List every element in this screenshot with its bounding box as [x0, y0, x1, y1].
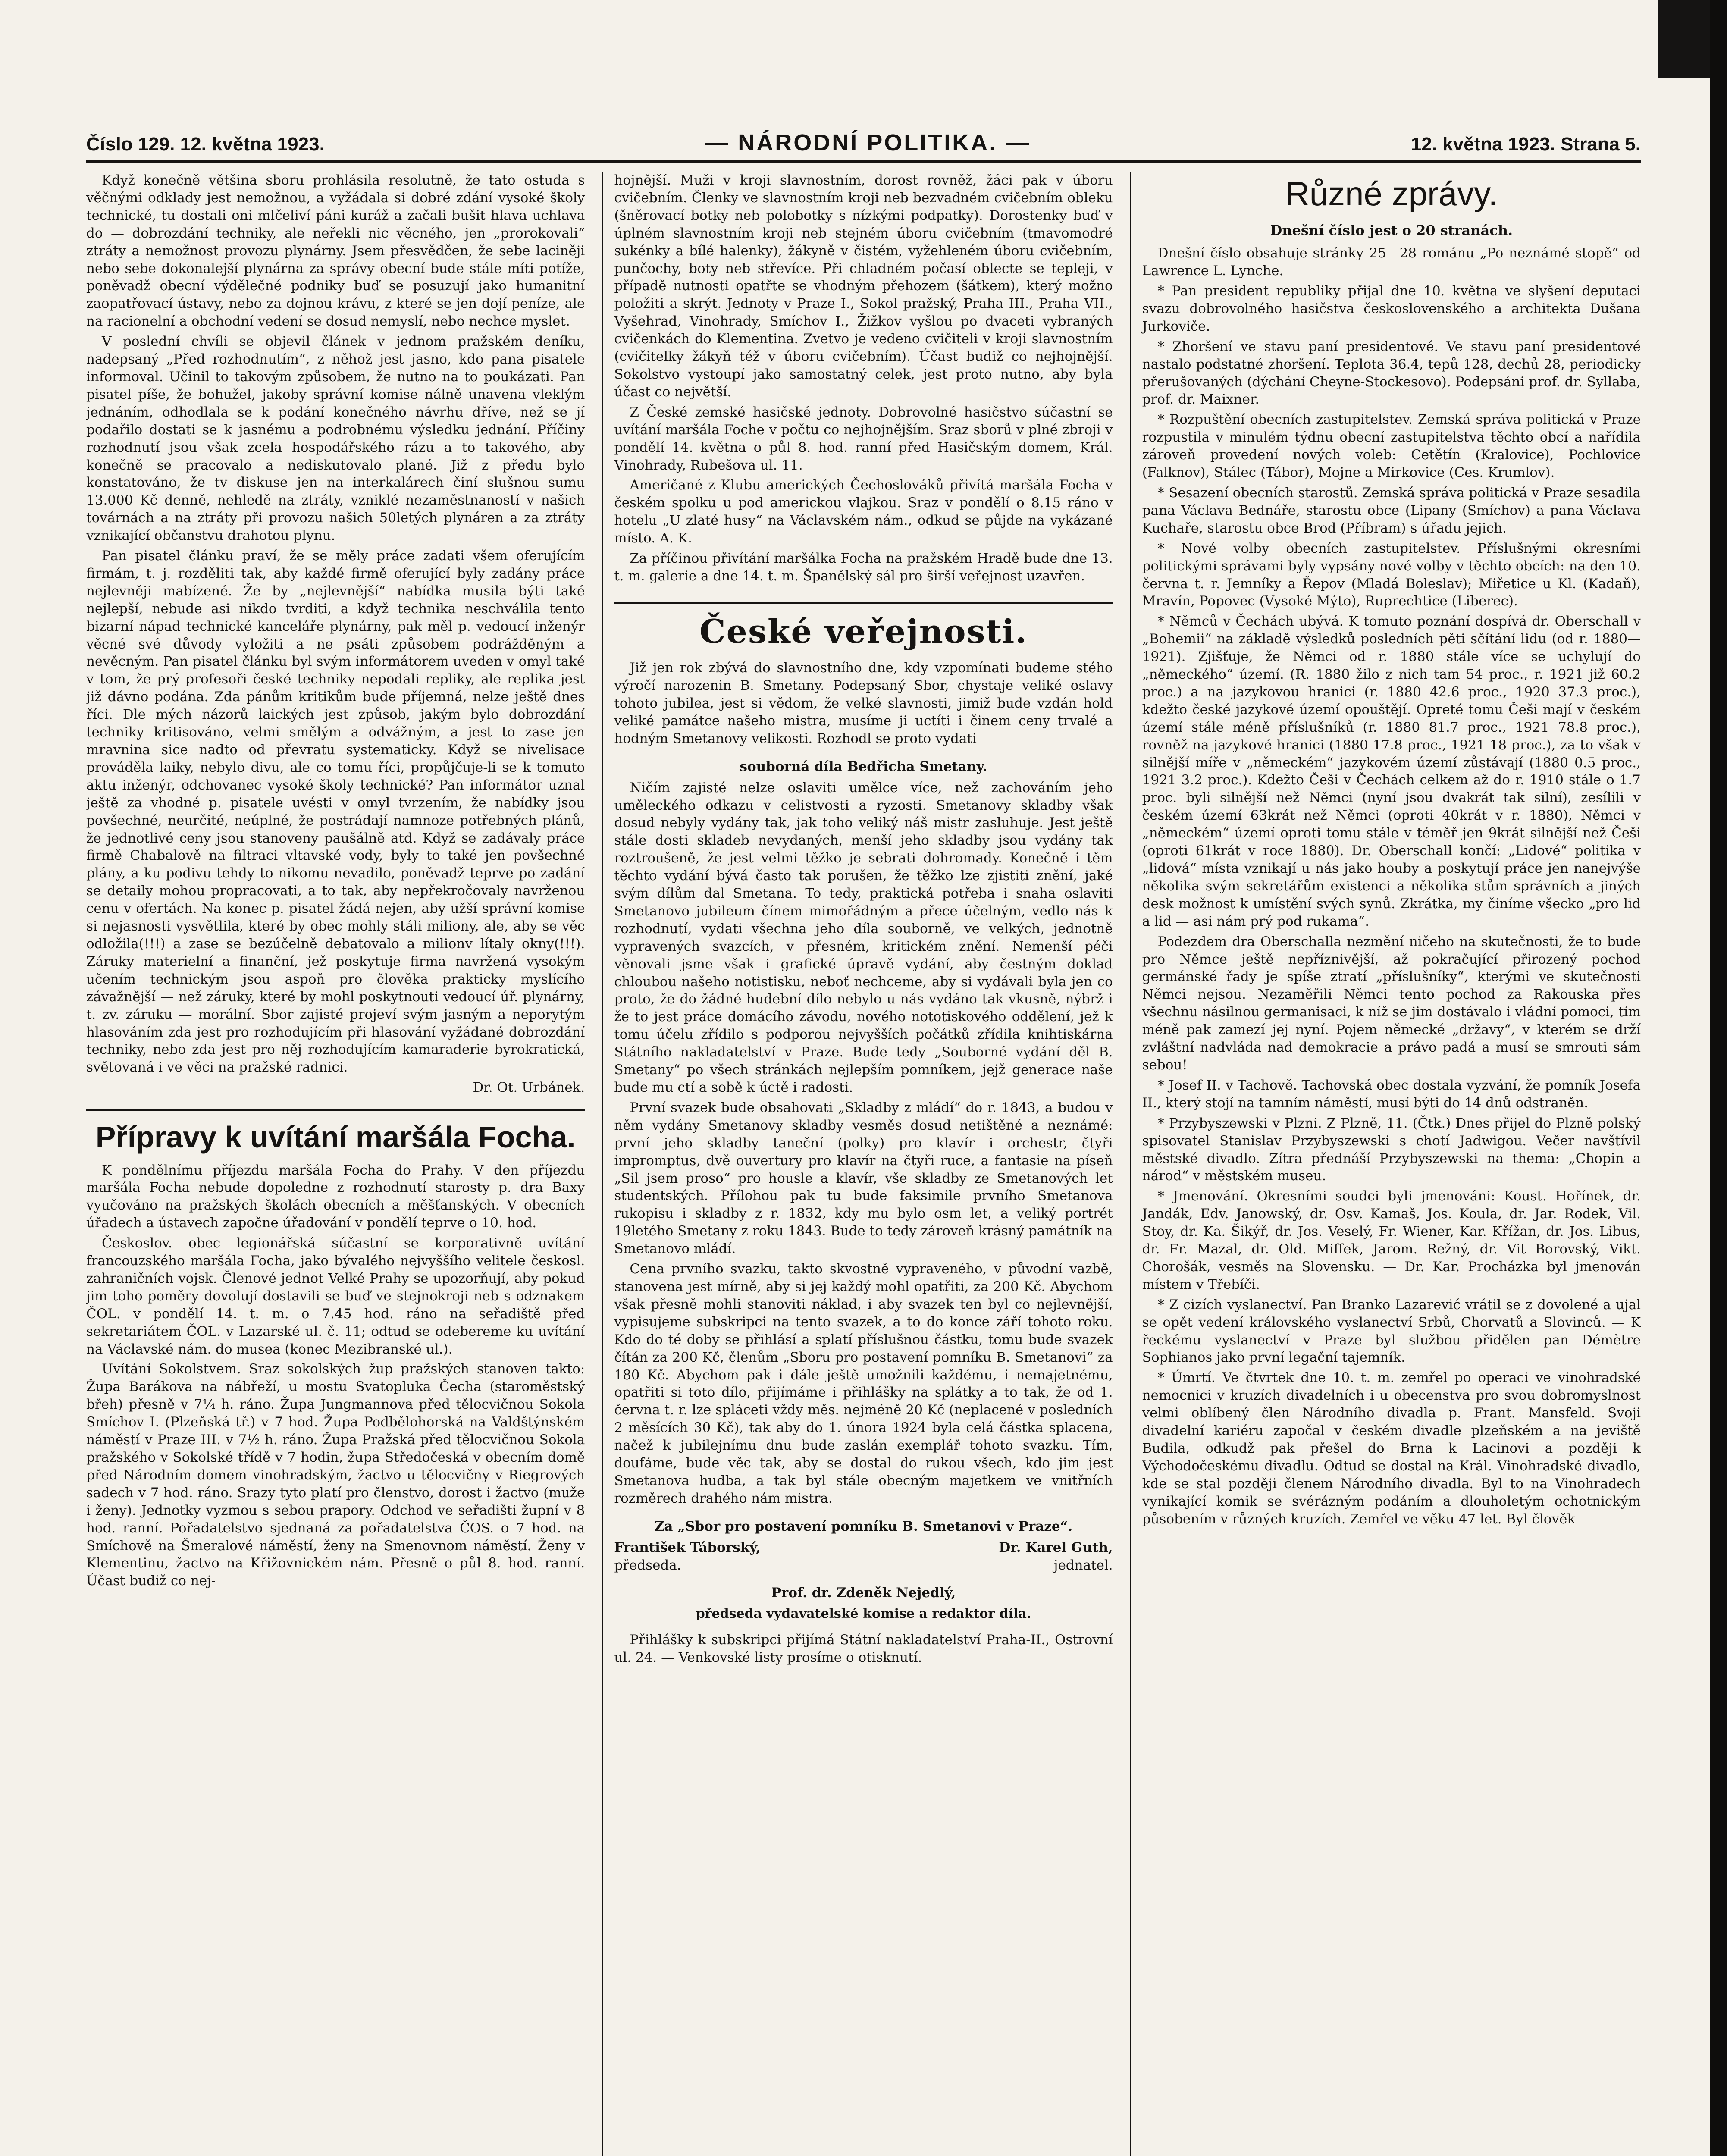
article-paragraph: Uvítání Sokolstvem. Sraz sokolských žup pražských stanoven takto: Župa Barákova na nábřeží, u mostu Svatopluka Čecha (staroměstský břeh) přesně v 7¼ h. ráno. Župa Jungmannova před tělocvičnou Sokola Smíchov I. (Plzeňská tř.) v 7 hod. Župa Podbělohorská na Valdštýnském náměstí v Praze III. v 7½ h. ráno. Župa Pražská před tělocvičnou Sokola pražského v Sokolské třídě v 7 hodin, župa Středočeská v obecním domě před Národním domem vinohradským, žactvo u tělocvičny v Riegrových sadech v 7 hod. ráno. Srazy tyto platí pro členstvo, dorost i žactvo (muže i ženy). Jednotky vyzmou s sebou prapory. Odchod ve seřadišti župní v 8 hod. ranní. Pořadatelstvo sjednaná za pořadatelstva ČOS. o 7 hod. na Smíchově na Šmeralové náměstí, ženy na Smenovnom náměstí. Ženy v Klementinu, žactvo na Křižovnickém nám. Přesně o půl 8. hod. ranní. Účast budiž co nej- [86, 1361, 585, 1589]
scan-edge-border [1710, 0, 1727, 2156]
article-paragraph: V poslední chvíli se objevil článek v jednom pražském deníku, nadepsaný „Před rozhodnutím“, z něhož jest jasno, kdo pana pisatele informoval. Učinil to takovým způsobem, že nutno na to poukázati. Pan pisatel píše, že bohužel, jakoby správní komise nálně unavena vleklým jednáním, odhodlala se k podání konečného návrhu dříve, než se jí podařilo dostati se k jasnému a podrobnému výsledku jednání. Příčiny rozhodnutí jsou však zcela hospodářského rázu a to takového, aby konečně se pracovalo a nediskutovalo plané. Již z předu bylo konstatováno, že tv diskuse jen na interkalárech činí slušnou sumu 13.000 Kč denně, nehledě na ztráty, vzniklé nezaměstnaností v našich továrnách a na ztráty při provozu našich 50letých plynáren a za ztráty vznikající občanstvu drahotou plynu. [86, 334, 585, 544]
news-item: * Zhoršení ve stavu paní presidentové. Ve stavu paní presidentové nastalo podstatné zhoršení. Teplota 36.4, tepů 128, dechů 28, periodicky přerušovaných (dýchání Cheyne-Stockesovo). Podepsáni prof. dr. Syllaba, prof. dr. Maixner. [1142, 338, 1641, 407]
columns [86, 172, 1641, 2156]
signatory-name: Prof. dr. Zdeněk Nejedlý, [771, 1585, 956, 1601]
signature-role-row [614, 1557, 1113, 1574]
article-signature: Dr. Ot. Urbánek. [473, 1080, 585, 1096]
issue-pages-note: Dnešní číslo jest o 20 stranách. [1270, 222, 1513, 238]
signatory-role: jednatel. [1053, 1557, 1113, 1573]
article-paragraph: Ničím zajisté nelze oslaviti umělce více, než zachováním jeho uměleckého odkazu v celistvosti a ryzosti. Smetanovy skladby však dosud nebyly vydány tak, jak toho veliký náš mistr zasluhuje. Jest ještě stále dosti skladeb nevydaných, menší jeho skladby jsou vydány tak roztroušeně, že jest velmi těžko je sebrati dohromady. Konečně i těm těchto vydání bývá často tak porušen, že těžko lze zjistiti znění, jaké svým dílům dal Smetana. To tedy, praktická potřeba i snaha oslaviti Smetanovo jubileum čínem mimořádným a přece účelným, vedlo nás k rozhodnutí, vydati všechna jeho díla souborně, ve velkých, jednotně vypravených svazcích, v přesném, kritickém znění. Nemenší péči věnovali jsme však i grafické úpravě vydání, aby čestným doklad chloubou našeho notistisku, neboť nechceme, aby si vydávali byla jen co proto, že do žádné hudební dílo nebylo u nás vydáno tak vkusně, nýbrž i že to jest práce domácího závodu, nového nototiskového oddělení, jež k tomu účelu zřídilo s podporou nejvyšších počátků zřídila knihtiskárna Státního nakladatelství v Praze. Bude tedy „Souborné vydání děl B. Smetany“ po všech stránkách nejlepším pomníkem, jejž generace naše bude mu ctí a sobě k úctě i radosti. [614, 780, 1113, 1095]
column-1 [86, 172, 585, 2156]
article-paragraph: Již jen rok zbývá do slavnostního dne, kdy vzpomínati budeme stého výročí narozenin B. Smetany. Podepsaný Sbor, chystaje veliké oslavy tohoto jubilea, jest si vědom, že velké slavnosti, jimiž bude vzdán hold veliké památce našeho mistra, musíme ji uctíti i činem ceny trvalé a hodným Smetanovy velikosti. Rozhodl se proto vydati [614, 660, 1113, 746]
article-paragraph: První svazek bude obsahovati „Skladby z mládí“ do r. 1843, a budou v něm vydány Smetanovy skladby vesměs dosud netištěné a neznámé: první jeho skladby taneční (polky) pro klavír i orchestr, čtyři impromptus, dvě ouvertury pro klavír na čtyři ruce, a fantasie na píseň „Sil jsem proso“ pro housle a klavír, vše skladby ze Smetanových let studentských. Přílohou pak tu bude faksimile prvního Smetanova rukopisu i skladby z r. 1832, kdy mu bylo osm let, a veliký portrét 19letého Smetany z roku 1843. Bude to tedy zároveň krásný památník na Smetanovo mládí. [614, 1100, 1113, 1257]
news-item: Dnešní číslo obsahuje stránky 25—28 románu „Po neznámé stopě“ od Lawrence L. Lynche. [1142, 245, 1641, 279]
article-paragraph: Přihlášky k subskripci přijímá Státní nakladatelství Praha-II., Ostrovní ul. 24. — Venkovské listy prosíme o otisknutí. [614, 1632, 1113, 1665]
header-issue-date: Číslo 129. 12. května 1923. [86, 134, 325, 155]
signatory-name: František Táborský, [614, 1539, 761, 1555]
news-item: * Němců v Čechách ubývá. K tomuto poznání dospívá dr. Oberschall v „Bohemii“ na základě výsledků posledních pěti sčítání lidu (od r. 1880—1921). Zjišťuje, že Němci od r. 1880 stále více se uchylují do „německého“ území. (R. 1880 žilo z nich tam 54 proc., r. 1921 již 60.2 proc.) a na jazykovou hranici (r. 1880 42.6 proc., 1920 37.3 proc.), kdežto české jazykové území opouštějí. Opreté tomu Češi mají v českém území stále méně příslušníků (r. 1880 81.7 proc., 1921 78.8 proc.), rovněž na jazykové hranici (1880 17.8 proc., 1921 18 proc.), za to však v silnější míře v „německém“ jazykovém území zůstávají (1880 0.5 proc., 1921 3.2 proc.). Kdežto Češi v Čechách celkem až do r. 1910 stále o 1.7 proc. byli silnější než Němci (nyní jsou dvakrát tak silní), zesílili v českém území 63krát než Němci (oproti 40krát v r. 1880), Němci v „německém“ území oproti tomu stále v téměř jen 9krát silnější než Češi (oproti 61krát v roce 1880). Dr. Oberschall končí: „Lidové“ politika v „lidová“ místa vznikají u nás jako houby a poskytují práce jen nanejvýše několika svým sekretářům existenci a několika stům správních a jiných desk možnost k umístění svých synů. Zkrátka, my činíme všecko „pro lid a lid — asi nám prý pod rukama“. [1142, 614, 1641, 929]
news-item: * Przybyszewski v Plzni. Z Plzně, 11. (Čtk.) Dnes přijel do Plzně polský spisovatel Stanislav Przybyszewski s chotí Jadwigou. Večer navštívil městské divadlo. Zítra přednáší Przybyszewski na thema: „Chopin a národ“ v městském museu. [1142, 1115, 1641, 1184]
article-paragraph: Když konečně většina sboru prohlásila resolutně, že tato ostuda s věčnými odklady jest nemožnou, a vyžádala si dobré zdání vysoké školy technické, tu dostali oni mlčeliví páni kuráž a začali bušit hlava uchlava do — dobrozdání techniky, ale neřekli nic věcného, jen „prorokovali“ ztráty a nemožnost provozu plynárny. Jsem přesvědčen, že sebe laciněji nebo sebe dokonalejší plynárna za správy obecní bude stále míti potíže, poněvadž obecní výdělečné podniky buď se posuzují jako humanitní zaopatřovací ústavy, nebo za dojnou krávu, z které se jen dojí peníze, ale na racionelní a obchodní vedení se dosud nemyslí, nebo nechce myslet. [86, 172, 585, 329]
column-2 [602, 172, 1113, 2156]
scan-edge-shadow [1658, 0, 1710, 78]
news-item: * Z cizích vyslanectví. Pan Branko Lazarević vrátil se z dovolené a ujal se opět vedení královského vyslanectví Srbů, Chorvatů a Slovinců. — K řeckému vyslanectví v Praze byl službou přidělen pan Démètre Sophianos jako první legační tajemník. [1142, 1297, 1641, 1366]
article-paragraph: Z České zemské hasičské jednoty. Dobrovolné hasičstvo súčastní se uvítání maršála Foche v počtu co nejhojnějším. Sraz sborů v plné zbroji v pondělí 14. května o půl 8. hod. ranní před Hasičským domem, Král. Vinohrady, Rubešova ul. 11. [614, 404, 1113, 473]
news-item: * Úmrtí. Ve čtvrtek dne 10. t. m. zemřel po operaci ve vinohradské nemocnici v kruzích divadelních i u obecenstva pro svou dobromyslnost velmi oblíbený člen Národního divadla p. Frant. Mansfeld. Svoji divadelní kariéru započal v českém divadle plzeňském a na jeviště Budila, odkudž pak přešel do Brna k Lacinovi a později k Východočeskému divadlu. Odtud se dostal na Král. Vinohradské divadlo, kde se stal později členem Národního divadla. Byl to na Vinohradech vynikající komik se svérázným podáním a dlouholetým ochotnickým působením v různých kruzích. Zemřel ve věku 47 let. Byl člověk [1142, 1370, 1641, 1527]
article-paragraph: Za příčinou přivítání maršálka Focha na pražském Hradě bude dne 13. t. m. galerie a dne 14. t. m. Španělský sál pro širší veřejnost uzavřen. [614, 551, 1113, 584]
article-paragraph: Cena prvního svazku, takto skvostně vypraveného, v původní vazbě, stanovena jest mírně, aby si jej každý mohl opatřiti, za 200 Kč. Abychom však přesně mohli stanoviti náklad, i aby svazek ten byl co nejlevnější, vypisujeme subskripci na tento svazek, a to do konce září tohoto roku. Kdo do té doby se přihlásí a splatí příslušnou částku, tomu bude svazek čítán za 200 Kč, členům „Sboru pro postavení pomníku B. Smetanovi“ za 180 Kč. Abychom pak i dále ještě umožnili každému, i nemajetnému, opatřiti si toto dílo, přijímáme i přihlášky na splátky a to tak, že od 1. června t. r. lze spláceti vždy měs. nejméně 20 Kč (neplacené v posledních 2 měsících 30 Kč), tak aby do 1. února 1924 byla celá částka splacena, načež k jubilejnímu dnu bude zaslán exemplář tohoto svazku. Tím, doufáme, bude věc tak, aby se dostal do rukou všech, kdo jim jest Smetanova hudba, a tak byl stále obecným majetkem ve vnitřních rozměrech drahého nám mistra. [614, 1261, 1113, 1506]
page-header [86, 129, 1641, 163]
news-item: * Pan president republiky přijal dne 10. května ve slyšení deputaci svazu dobrovolného hasičstva československého a architekta Dušana Jurkoviče. [1142, 283, 1641, 334]
news-item: Podezdem dra Oberschalla nezmění ničeho na skutečnosti, že to bude pro Němce ještě nepříznivější, až pokračující přirozený pochod germánské řady je spíše ztratí „příslušníky“, kterými ve skutečnosti Němci nejsou. Nezaměřili Němci tento pochod za Rakouska přes všechnu násilnou germanisaci, k níž se jim dostávalo i vládní pomoci, tím méně pak zamezí jej nyní. Pojem německé „državy“, v kterém se drží zvláštní nadvláda nad demokracie a právo padá a musí se smrouti sám sebou! [1142, 934, 1641, 1073]
signature-row [614, 1539, 1113, 1557]
masthead-title: — NÁRODNÍ POLITIKA. — [705, 130, 1031, 156]
news-item: * Jmenování. Okresními soudci byli jmenováni: Koust. Hořínek, dr. Jandák, Edv. Janowský, dr. Osv. Kamaš, Jos. Koula, dr. Jar. Rodek, Vil. Stoy, dr. Ka. Šikýř, dr. Jos. Veselý, Fr. Wiener, Kar. Křížan, dr. Jos. Libus, dr. Fr. Mazal, dr. Old. Miffek, Jarom. Režný, dr. Vit Borovský, Vikt. Chorošák, vesměs na Slovensku. — Dr. Kar. Procházka byl jmenován místem v Třebíči. [1142, 1188, 1641, 1292]
article-paragraph: Pan pisatel článku praví, že se měly práce zadati všem oferujícím firmám, t. j. rozděliti tak, aby každé firmě oferující byly zadány práce nejlevněji mabízené. Že by „nejlevnější“ nabídka musila býti také nejlepší, nebude asi nikdo tvrditi, a když technika neschválila tento bizarní nápad technické kanceláře plynárny, pak měl p. vedoucí inženýr věcné své důvody vyložiti a ne psáti způsobem podrážděným a nevěcným. Pan pisatel článku byl svým informátorem uveden v omyl také v tom, že prý profesoři české techniky nepodali repliky, ale replika jest již dávno podána. Zda pánům kritikům bude příjemná, nelze ještě dnes říci. Dle mých názorů laických jest způsob, jakým bylo dobrozdání techniky kritisováno, velmi smělým a odvážným, a jest to zase jen mravnina sice nadto od převratu systematicky. Když se nivelisace prováděla laiky, nebylo divu, ale co tomu říci, propůjčuje-li se k tomuto aktu inženýr, odchovanec vysoké školy technické? Pan informátor uznal ještě za vhodné p. pisatele uvésti v omyl tvrzením, že nabídky jsou povšechné, neurčité, neúplné, že postrádají namnoze potřebných plánů, že jednotlivé ceny jsou stanoveny paušálně atd. Když se zadávaly práce firmě Chabalově na filtraci vltavské vody, byly to také jen povšechné plány, a ku podivu tehdy to nikomu nevadilo, poněvadž teprve po zadání se detaily mohou propracovati, a to tak, aby nepřekročovaly navrženou cenu v ofertách. Na konec p. pisatel žádá nejen, aby užší správní komise si nejasnosti vysvětlila, které by obec mohly stáli miliony, ale, aby se věc odložila(!!!) a zase se bezúčelně debatovalo a milionv lítaly okny(!!!). Záruky materielní a finanční, jež poskytuje firma navržená vysokým učením technickým jsou aspoň pro člověka prakticky myslícího závažnější — než záruky, které by mohl poskytnouti vedoucí úř. plynárny, t. zv. záruku — morální. Sbor zajisté projeví svým jasným a neporytým hlasováním zda jest pro rozhodujícím při hlasování vyžádané dobrozdání techniky, nebo zda jest pro něj rozhodujícím kamaraderie byrokratická, světovaná i ve věci na pražské radnici. [86, 548, 585, 1075]
signatory-role: předseda vydavatelské komise a redaktor díla. [696, 1606, 1031, 1622]
signatory-role: předseda. [614, 1557, 681, 1573]
article-subheading: souborná díla Bedřicha Smetany. [740, 758, 987, 774]
article-paragraph: Američané z Klubu amerických Čechoslováků přivítá maršála Focha v českém spolku u pod americkou vlajkou. Sraz v pondělí o 8.15 ráno v hotelu „U zlaté husy“ na Václavském nám., odkud se půjde na vykázané místo. A. K. [614, 477, 1113, 546]
sbor-heading: Za „Sbor pro postavení pomníku B. Smetanovi v Praze“. [654, 1518, 1073, 1534]
news-item: * Sesazení obecních starostů. Zemská správa politická v Praze sesadila pana Václava Bednáře, starostu obce (Lipany (Smíchov) a pana Václava Kuchaře, starostu obce Brod (Příbram) s úřadu jejich. [1142, 485, 1641, 536]
header-date-page: 12. května 1923. Strana 5. [1410, 134, 1641, 155]
foch-article-title: Přípravy k uvítání maršála Focha. [86, 1109, 585, 1157]
column-3 [1130, 172, 1641, 2156]
news-item: * Rozpuštění obecních zastupitelstev. Zemská správa politická v Praze rozpustila v minulém týdnu obecní zastupitelstva těchto obcí a nařídila zároveň provedení nových voleb: Cetětín (Kralovice), Pochlovice (Falknov), Stálec (Tábor), Mojne a Mirkovice (Ces. Krumlov). [1142, 412, 1641, 481]
article-paragraph: Českoslov. obec legionářská súčastní se korporativně uvítání francouzského maršála Focha, jako bývalého nejvyššího velitele českosl. zahraničních vojsk. Členové jednot Velké Prahy se upozorňují, aby pokud jim toho poměry dovolují dostavili se buď ve stejnokroji neb s odznakem ČOL. v pondělí 14. t. m. o 7.45 hod. ráno na seřadiště před sekretariátem ČOL. v Lazarské ul. č. 11; odtud se odebereme ku uvítání na Václavské nám. do musea (konec Mezibranské ul.). [86, 1235, 585, 1357]
news-item: * Nové volby obecních zastupitelstev. Příslušnými okresními politickými správami byly vypsány nové volby v těchto obcích: na den 10. června t. r. Jemníky a Řepov (Mladá Boleslav); Miřetice u Kl. (Kadaň), Mravín, Popovec (Vysoké Mýto), Ruprechtice (Liberec). [1142, 540, 1641, 609]
ruzne-zpravy-title: Různé zprávy. [1285, 175, 1498, 213]
news-item: * Josef II. v Tachově. Tachovská obec dostala vyzvání, že pomník Josefa II., který stojí na tamním náměstí, musí býti do 14 dnů odstraněn. [1142, 1077, 1641, 1111]
signatory-name: Dr. Karel Guth, [999, 1539, 1113, 1555]
article-paragraph: K pondělnímu příjezdu maršála Focha do Prahy. V den příjezdu maršála Focha nebude dopoledne z rozhodnutí starosty p. dra Baxy vyučováno na pražských školách obecních a měšťanských. V obecních úřadech a ústavech započne úřadování v pondělí teprve o 10. hod. [86, 1162, 585, 1231]
article-paragraph: hojnější. Muži v kroji slavnostním, dorost rovněž, žáci pak v úboru cvičebním. Členky ve slavnostním kroji neb bezvadném cvičebním obleku (šněrovací botky neb polobotky s nízkými podpatky). Dorostenky buď v úplném slavnostním kroji neb stejném úboru cvičebním (tmavomodré sukénky a bílé halenky), žákyně v čistém, vyžehleném úboru cvičebním, punčochy, boty neb střevíce. Při chladném počasí oblecte se tepleji, v případě nutnosti opatřte se vhodným přehozem (šátkem), který možno položiti a skrýt. Jednoty v Praze I., Sokol pražský, Praha III., Praha VII., Vyšehrad, Vinohrady, Smíchov I., Žižkov vyšlou po dvaceti vybraných cvičenkách do Klementina. Zvetvo je vedeno cvičiteli v kroji slavnostním (cvičitelky žákyň též v úboru cvičebním). Účast budiž co nejhojnější. Sokolstvo vystoupí jako samostatný celek, jest proto nutno, aby byla účast co největší. [614, 172, 1113, 400]
ceske-verejnosti-title: České veřejnosti. [614, 602, 1113, 653]
